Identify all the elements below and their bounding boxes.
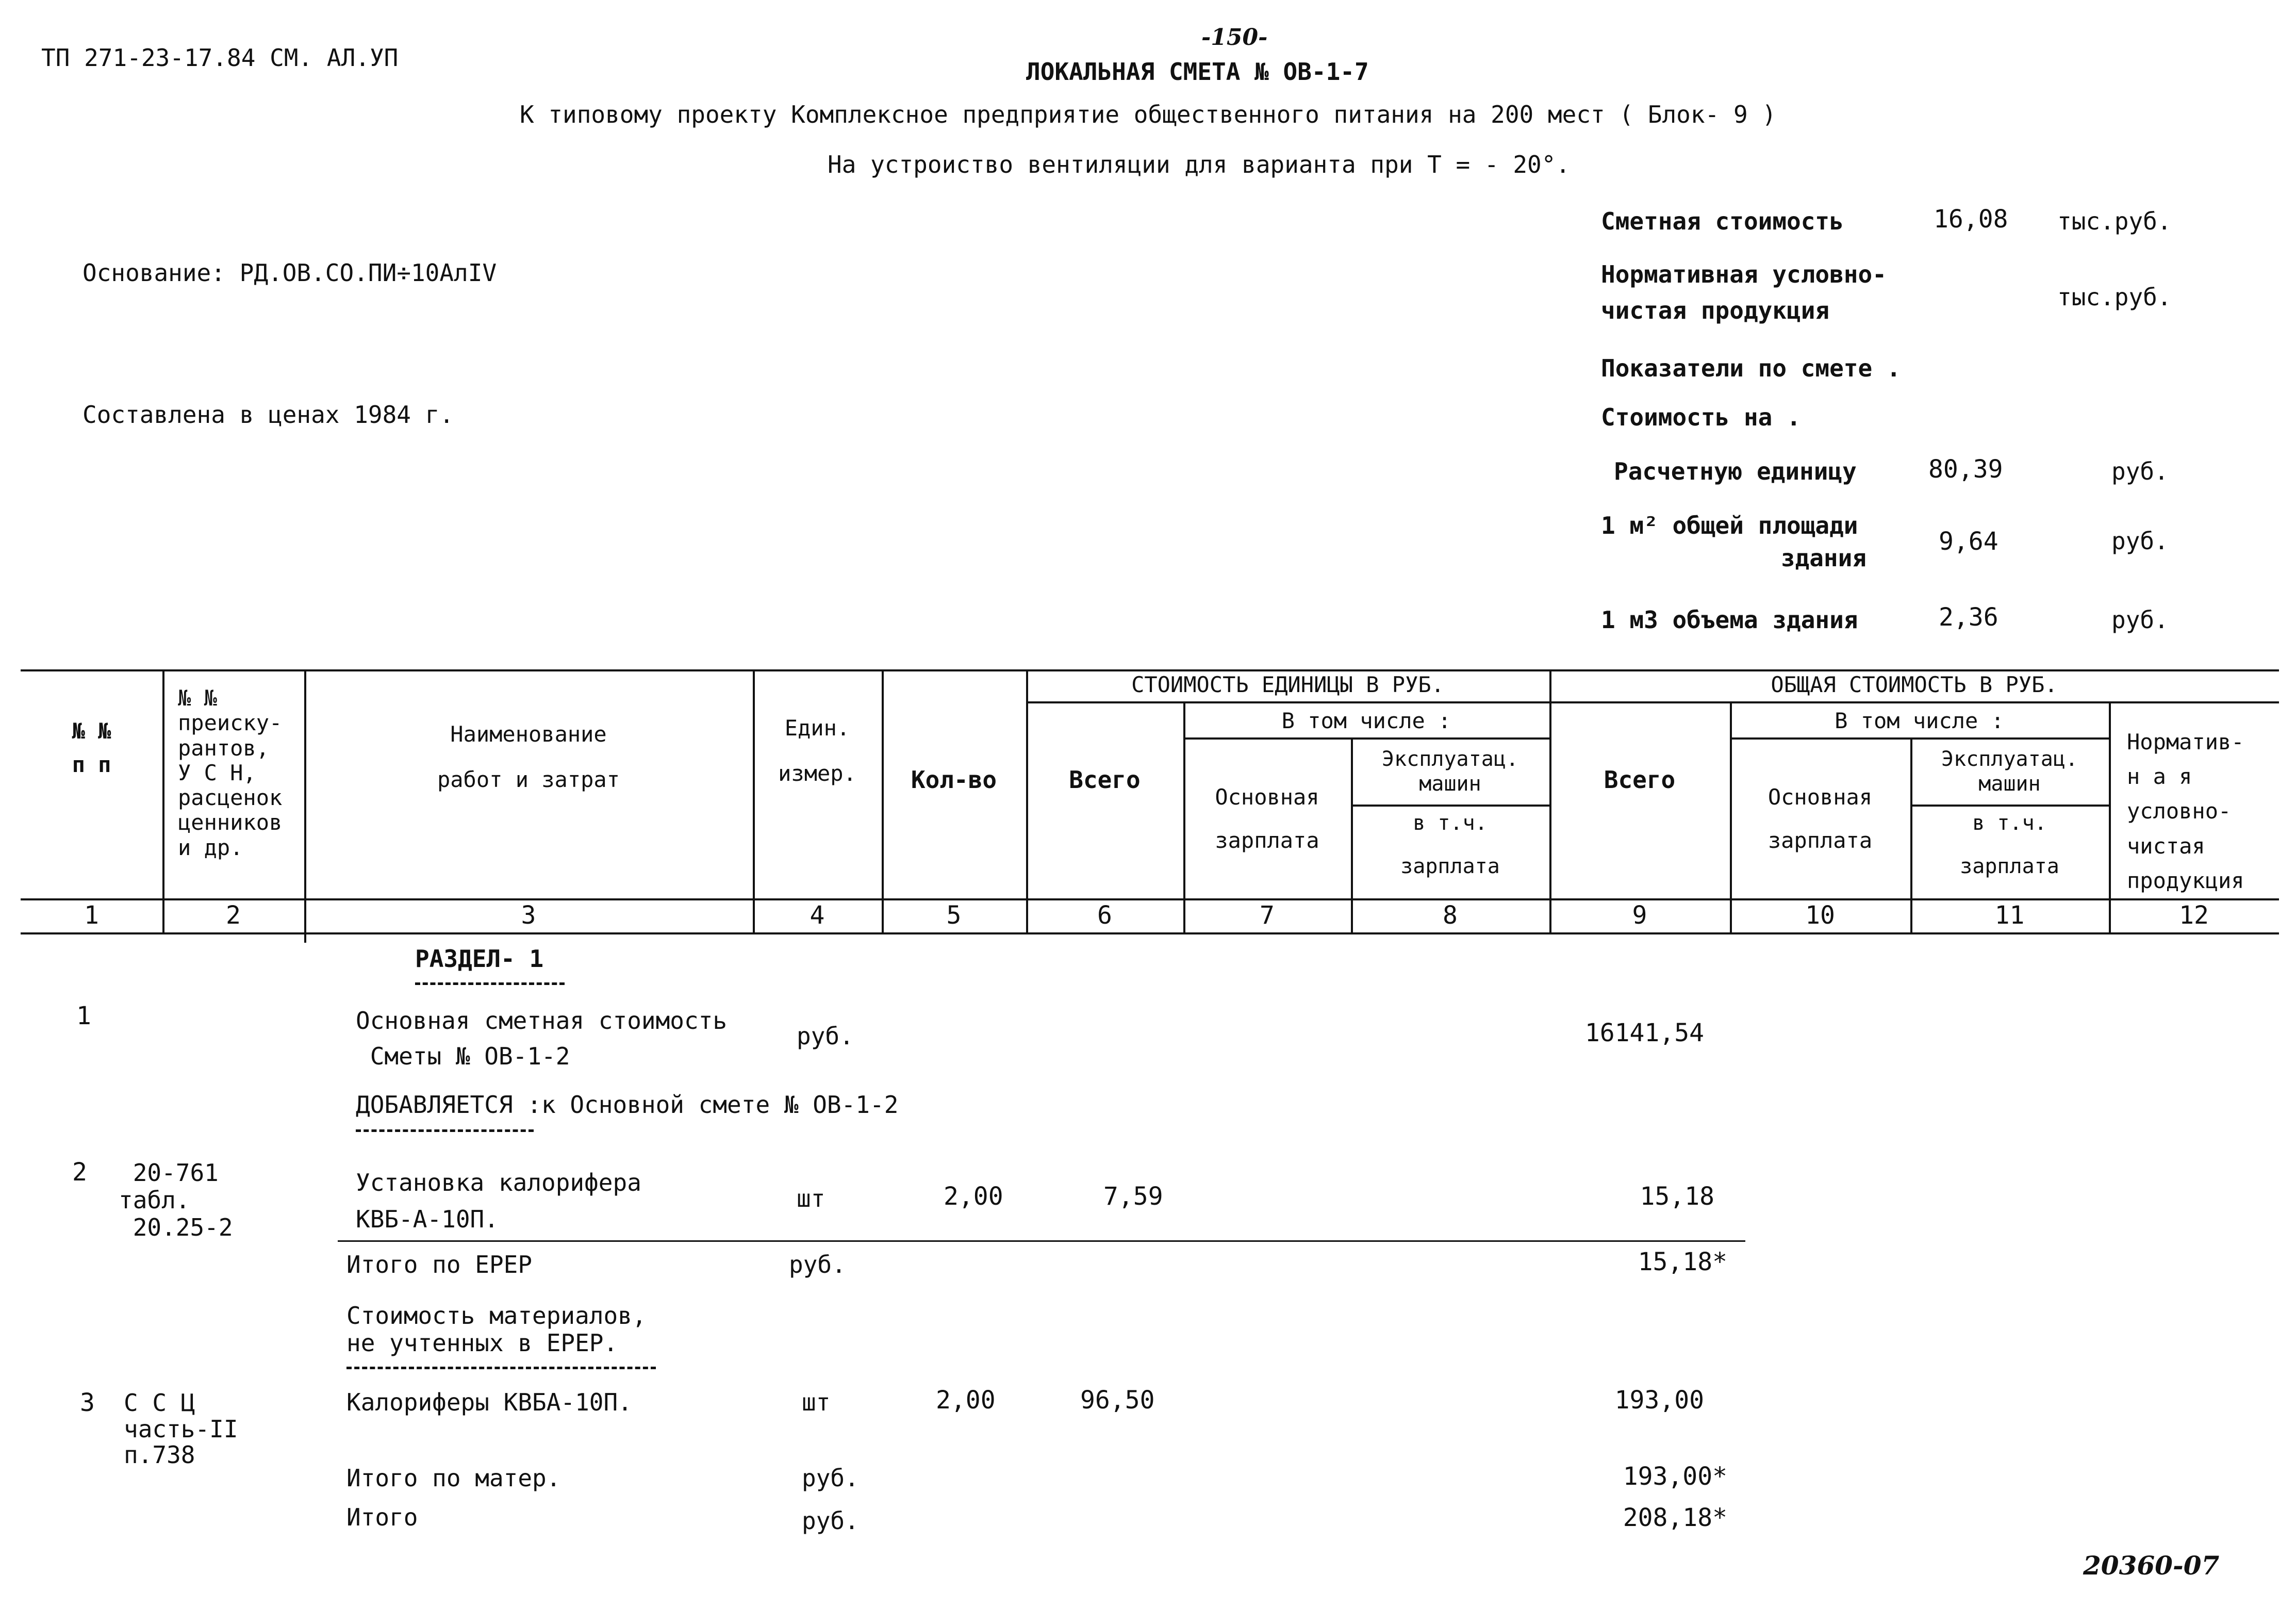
- area-cost-unit: руб.: [2111, 527, 2169, 555]
- unaccounted-materials-label: Стоимость материалов, не учтенных в ЕРЕР.: [346, 1302, 647, 1357]
- row3-unit-price: 96,50: [1080, 1386, 1155, 1415]
- subtotal-erer-total: 15,18*: [1638, 1248, 1727, 1276]
- header-group-total-cost: ОБЩАЯ СТОИМОСТЬ В РУБ.: [1771, 672, 2058, 697]
- header-total-cost-machines: Эксплуатац. машин: [1941, 747, 2078, 796]
- indicators-label: Показатели по смете .: [1601, 354, 1901, 382]
- row2-number: 2: [72, 1158, 87, 1187]
- header-unit-cost-base-salary: Основная зарплата: [1215, 784, 1319, 853]
- volume-cost-value: 2,36: [1939, 603, 1998, 632]
- grand-total-unit: руб.: [802, 1507, 859, 1535]
- header-unit-cost-machines: Эксплуатац. машин: [1382, 747, 1518, 796]
- header-col-price-reference: № № преиску- рантов, У С Н, расценок ценников и др.: [178, 685, 283, 860]
- column-number: 7: [1260, 901, 1275, 930]
- row2-name: Установка калорифера КВБ-А-10П.: [356, 1169, 641, 1234]
- header-col-item-number: № № п п: [72, 718, 111, 778]
- column-number: 8: [1443, 901, 1458, 930]
- page-number-mark: -150-: [1201, 24, 1268, 51]
- subtotal-erer-label: Итого по ЕРЕР: [346, 1251, 533, 1278]
- column-number: 6: [1097, 901, 1112, 930]
- materials-underline: [346, 1367, 656, 1369]
- row3-total: 193,00: [1614, 1386, 1704, 1415]
- column-number: 11: [1994, 901, 2025, 930]
- document-reference: ТП 271-23-17.84 СМ. АЛ.УП: [41, 44, 399, 72]
- header-total-cost-base-salary: Основная зарплата: [1768, 784, 1873, 853]
- estimated-cost-unit: тыс.руб.: [2057, 207, 2172, 235]
- prices-year-line: Составлена в ценах 1984 г.: [82, 401, 454, 429]
- header-unit-cost-total: Всего: [1069, 766, 1141, 794]
- basis-line: Основание: РД.ОВ.СО.ПИ÷10АлIV: [82, 259, 497, 287]
- area-cost-value: 9,64: [1939, 527, 1998, 556]
- document-title: ЛОКАЛЬНАЯ СМЕТА № ОВ-1-7: [1026, 58, 1369, 86]
- header-col-normative-product: Норматив- н а я условно- чистая продукция: [2127, 729, 2244, 893]
- subtotal-materials-label: Итого по матер.: [346, 1464, 561, 1492]
- row2-total: 15,18: [1640, 1182, 1714, 1211]
- area-cost-label-2: здания: [1780, 544, 1866, 572]
- grand-total-label: Итого: [346, 1503, 418, 1531]
- normative-product-label-1: Нормативная условно-: [1601, 260, 1887, 288]
- volume-cost-unit: руб.: [2111, 606, 2169, 634]
- added-note-underline: [356, 1129, 534, 1132]
- header-total-cost-total: Всего: [1604, 766, 1676, 794]
- unit-cost-unit: руб.: [2111, 457, 2169, 485]
- volume-cost-label: 1 м3 объема здания: [1601, 606, 1858, 634]
- row2-quantity: 2,00: [944, 1182, 1003, 1211]
- row3-number: 3: [80, 1388, 95, 1417]
- column-number: 1: [84, 901, 99, 930]
- row2-unit-price: 7,59: [1103, 1182, 1163, 1211]
- column-number: 4: [810, 901, 825, 930]
- row1-total: 16141,54: [1584, 1019, 1704, 1047]
- added-to-estimate-note: ДОБАВЛЯЕТСЯ :к Основной смете № ОВ-1-2: [356, 1091, 899, 1119]
- section-underline: [415, 982, 565, 985]
- header-col-work-name: Наименование работ и затрат: [437, 721, 620, 793]
- column-number: 5: [946, 901, 962, 930]
- row3-quantity: 2,00: [936, 1386, 996, 1415]
- row2-price-reference: 20-761 табл. 20.25-2: [119, 1159, 233, 1241]
- header-unit-cost-including: В том числе :: [1281, 708, 1451, 733]
- column-number: 10: [1805, 901, 1835, 930]
- section-heading: РАЗДЕЛ- 1: [415, 945, 544, 973]
- normative-product-unit: тыс.руб.: [2057, 283, 2172, 311]
- grand-total-value: 208,18*: [1623, 1503, 1727, 1532]
- header-group-unit-cost: СТОИМОСТЬ ЕДИНИЦЫ В РУБ.: [1131, 672, 1444, 697]
- estimated-cost-label: Сметная стоимость: [1601, 207, 1844, 235]
- subtotal-materials-unit: руб.: [802, 1464, 859, 1492]
- document-subtitle-purpose: На устроиство вентиляции для варианта при Т = - 20°.: [828, 151, 1571, 178]
- column-number: 12: [2179, 901, 2209, 930]
- subtotal-materials-total: 193,00*: [1623, 1462, 1727, 1491]
- normative-product-label-2: чистая продукция: [1601, 297, 1830, 324]
- area-cost-label-1: 1 м² общей площади: [1601, 512, 1858, 539]
- unit-cost-label: Расчетную единицу: [1614, 457, 1857, 485]
- header-unit-cost-machines-salary: в т.ч. зарплата: [1400, 811, 1500, 878]
- column-number: 3: [521, 901, 536, 930]
- header-total-cost-machines-salary: в т.ч. зарплата: [1960, 811, 2059, 878]
- subtotal-erer-unit: руб.: [789, 1251, 846, 1278]
- column-number: 9: [1632, 901, 1647, 930]
- column-number: 2: [226, 901, 241, 930]
- row1-name: Основная сметная стоимость Сметы № ОВ-1-2: [356, 1007, 728, 1070]
- estimated-cost-value: 16,08: [1934, 205, 2008, 234]
- row1-unit: руб.: [797, 1022, 854, 1050]
- row1-number: 1: [76, 1002, 91, 1030]
- document-subtitle-project: К типовому проекту Комплексное предприятие общественного питания на 200 мест ( Блок- 9 ): [519, 101, 1777, 128]
- unit-cost-value: 80,39: [1928, 455, 2003, 484]
- subtotal-separator: [338, 1240, 1745, 1242]
- row2-unit: шт: [797, 1185, 825, 1212]
- header-col-unit: Един. измер.: [778, 715, 856, 786]
- header-col-quantity: Кол-во: [911, 766, 997, 794]
- row3-name: Калориферы КВБА-10П.: [346, 1388, 632, 1416]
- archive-stamp-number: 20360-07: [2083, 1550, 2220, 1581]
- cost-per-label: Стоимость на .: [1601, 403, 1801, 431]
- row3-price-reference: С С Ц часть-II п.738: [124, 1389, 238, 1469]
- row3-unit: шт: [802, 1388, 831, 1416]
- header-total-cost-including: В том числе :: [1835, 708, 2004, 733]
